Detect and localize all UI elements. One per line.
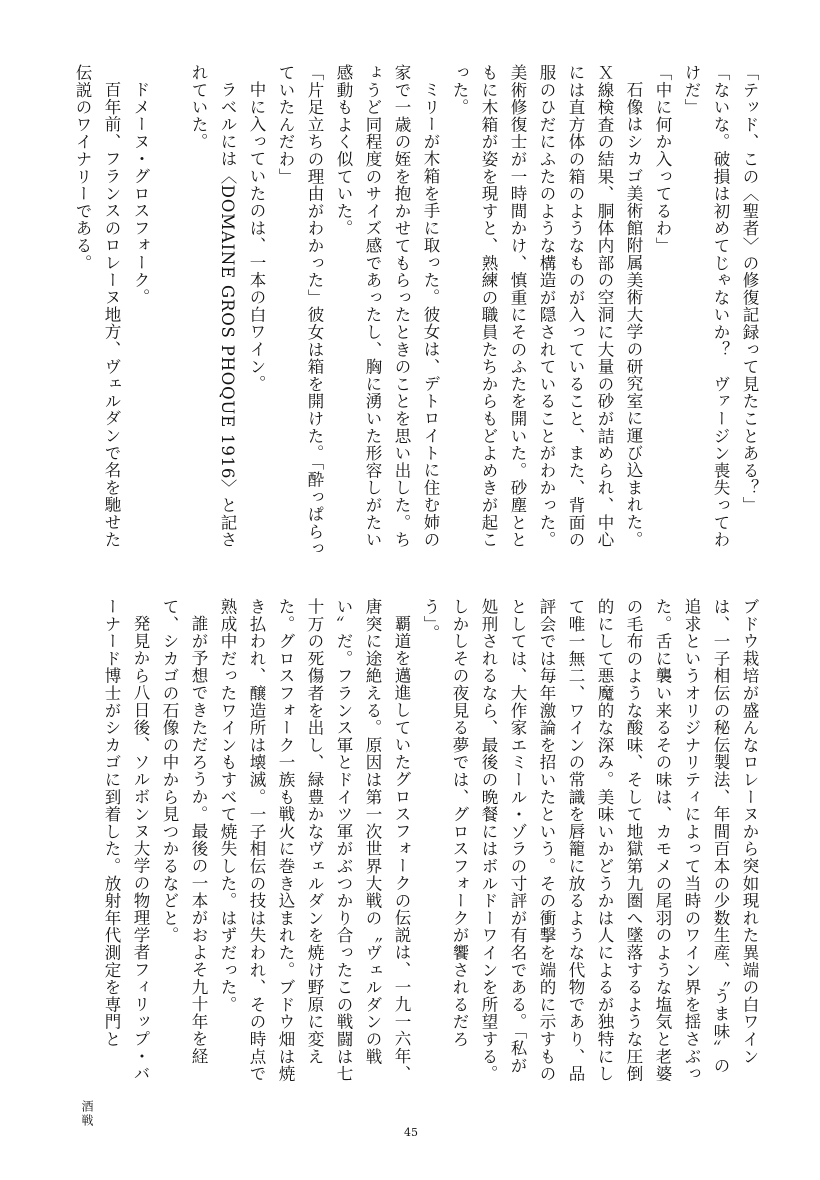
paragraph: 「中に何か入ってるわ」 [653,64,672,255]
paragraph: 発見から八日後、ソルボンヌ大学の物理学者フィリップ・バーナード博士がシカゴに到着した。放射年代測定を専門と [102,598,150,1082]
paragraph: 「片足立ちの理由がわかった」彼女は箱を開けた。「酔っぱらっていたんだわ」 [276,64,324,558]
lower-text-block [64,598,764,1090]
paragraph: ラベルには〈DOMAINE GROS PHOQUE 1916〉と記されていた。 [189,64,237,548]
paragraph: 石像はシカゴ美術館附属美術大学の研究室に運び込まれた。Ｘ線検査の結果、胴体内部の空洞に大量の砂が詰められ、中心には直方体の箱のようなものが入っていること、また、背面の服のひだにふたのような構造が隠されていることがわかった。美術修復士が一時間かけ、慎重にそのふたを開いた。砂塵とともに木箱が姿を現すと、熟練の職員たちからもどよめきが起こった。 [450,64,643,549]
blank-line [155,64,184,562]
paragraph: ドメーヌ・グロスフォーク。 [131,80,150,306]
upper-text-block [64,64,764,562]
page-number: 45 [404,1126,418,1139]
paragraph: 誰が予想できただろうか。最後の一本がおよそ九十年を経て、シカゴの石像の中から見つかるなどと。 [160,598,208,1065]
paragraph: 「テッド、この〈聖者〉の修復記録って見たことある？」 [740,64,759,514]
paragraph: ミリーが木箱を手に取った。彼女は、デトロイトに住む姉の家で一歳の姪を抱かせてもらったときのことを思い出した。ちょうど同程度のサイズ感であったし、胸に湧いた形容しがたい感動もよく似ていた。 [334,64,440,549]
paragraph: 覇道を邁進していたグロスフォークの伝説は、一九一六年、唐突に途絶える。原因は第一次世界大戦の〝ヴェルダンの戦い〟だ。フランス軍とドイツ軍がぶつかり合ったこの戦闘は七十万の死傷者を出し、緑豊かなヴェルダンを焼け野原に変えた。グロスフォーク一族も戦火に巻き込まれた。ブドウ畑は焼き払われ、醸造所は壊滅。一子相伝の技は失われ、その時点で熟成中だったワインもすべて焼失した。はずだった。 [218,598,411,1083]
paragraph: 「ないな。破損は初めてじゃないか？ ヴァージン喪失ってわけだ」 [682,64,730,549]
paragraph: ブドウ栽培が盛んなロレーヌから突如現れた異端の白ワインは、一子相伝の秘伝製法、年間百本の少数生産、〝うま味〟の追求というオリジナリティによって当時のワイン界を揺さぶった。舌に襲い来るその味は、カモメの尾羽のような塩気と老婆の毛布のような酸味、そして地獄第九圏へ墜落するような圧倒的にして悪魔的な深み。美味いかどうかは人によるが独特にして唯一無二、ワインの常識を唇籠に放るような代物であり、品評会では毎年激論を招いたという。その衝撃を端的に示すものとしては、大作家エミール・ゾラの寸評が有名である。「私が処刑されるなら、最後の晩餐にはボルドーワインを所望する。しかしその夜見る夢では、グロスフォークが饗されるだろう」。 [421,598,759,1083]
paragraph: 百年前、フランスのロレーヌ地方、ヴェルダンで名を馳せた伝説のワイナリーである。 [73,64,121,548]
running-head: 酒戦 [80,1100,94,1128]
paragraph: 中に入っていたのは、一本の白ワイン。 [247,80,266,392]
